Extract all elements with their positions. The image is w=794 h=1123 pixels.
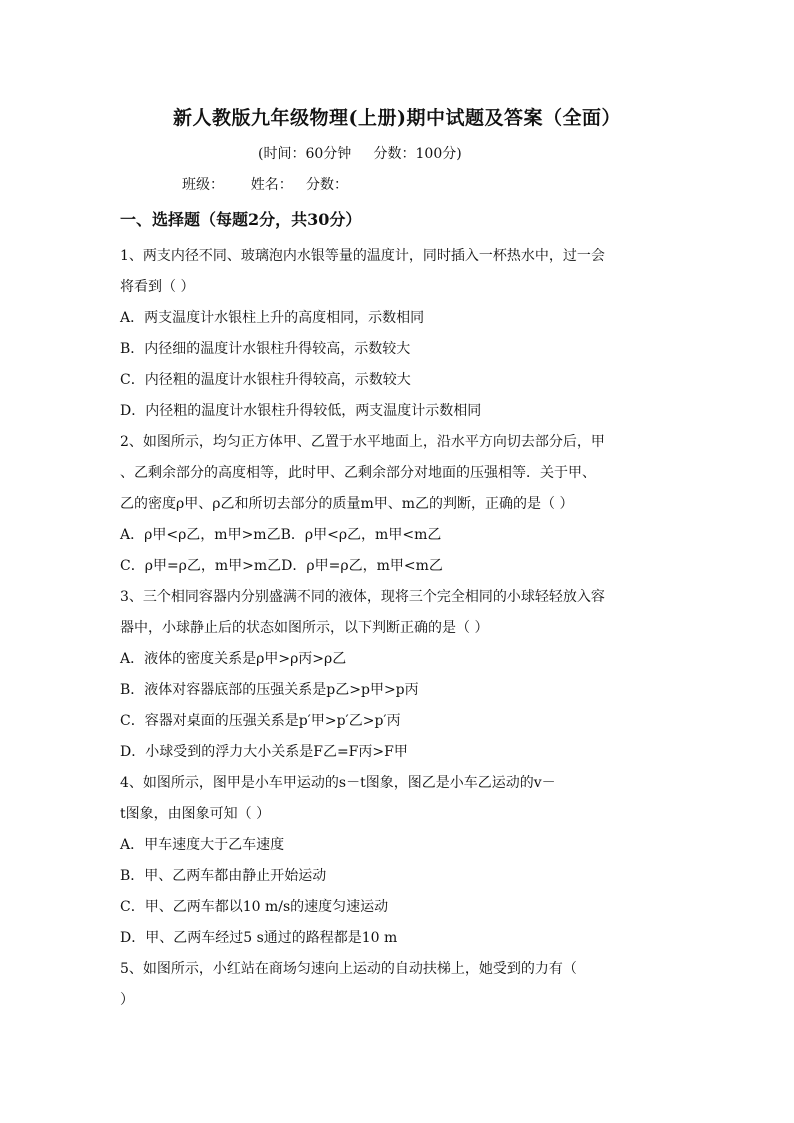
question-stem-line: 1、两支内径不同、玻璃泡内水银等量的温度计，同时插入一杯热水中，过一会	[120, 248, 605, 264]
option-b: B．甲、乙两车都由静止开始运动	[120, 868, 327, 884]
question-5	[120, 954, 680, 1016]
question-4	[120, 768, 680, 954]
option-b: B．内径细的温度计水银柱升得较高，示数较大	[120, 341, 411, 357]
option-a: A．甲车速度大于乙车速度	[120, 837, 285, 853]
questions-list	[120, 241, 680, 1016]
option-a: A．液体的密度关系是ρ甲>ρ丙>ρ乙	[120, 651, 347, 667]
option-b: B．液体对容器底部的压强关系是p乙>p甲>p丙	[120, 682, 419, 698]
question-stem-line: 器中，小球静止后的状态如图所示，以下判断正确的是（ ）	[120, 620, 489, 636]
section-title: 一、选择题（每题2分，共30分）	[120, 210, 362, 229]
question-stem-line: 2、如图所示，均匀正方体甲、乙置于水平地面上，沿水平方向切去部分后，甲	[120, 434, 605, 450]
question-stem-line: 将看到（ ）	[120, 279, 195, 295]
option-ab: A．ρ甲<ρ乙，m甲>m乙B．ρ甲<ρ乙，m甲<m乙	[120, 527, 442, 543]
option-d: D．甲、乙两车经过5 s通过的路程都是10 m	[120, 930, 398, 946]
document-title: 新人教版九年级物理(上册)期中试题及答案（全面）	[173, 107, 621, 129]
question-3	[120, 582, 680, 768]
option-a: A．两支温度计水银柱上升的高度相同，示数相同	[120, 310, 425, 326]
question-stem-line: 、乙剩余部分的高度相等，此时甲、乙剩余部分对地面的压强相等．关于甲、	[120, 465, 596, 481]
student-info-line: 班级： 姓名： 分数：	[182, 177, 349, 193]
question-stem-line: t图象，由图象可知（ ）	[120, 806, 271, 822]
question-stem-line: 5、如图所示，小红站在商场匀速向上运动的自动扶梯上，她受到的力有（	[120, 961, 577, 977]
exam-time-score: (时间：60分钟 分数：100分)	[258, 146, 462, 162]
option-cd: C．ρ甲=ρ乙，m甲>m乙D．ρ甲=ρ乙，m甲<m乙	[120, 558, 443, 574]
question-stem-line: 4、如图所示，图甲是小车甲运动的s－t图象，图乙是小车乙运动的v－	[120, 775, 556, 791]
option-d: D．小球受到的浮力大小关系是F乙=F丙>F甲	[120, 744, 408, 760]
question-stem-line: 3、三个相同容器内分别盛满不同的液体，现将三个完全相同的小球轻轻放入容	[120, 589, 605, 605]
question-1	[120, 241, 680, 427]
option-c: C．甲、乙两车都以10 m/s的速度匀速运动	[120, 899, 389, 915]
question-stem-line: 乙的密度ρ甲、ρ乙和所切去部分的质量m甲、m乙的判断，正确的是（ ）	[120, 496, 574, 512]
question-2	[120, 427, 680, 582]
option-d: D．内径粗的温度计水银柱升得较低，两支温度计示数相同	[120, 403, 482, 419]
option-c: C．容器对桌面的压强关系是p′甲>p′乙>p′丙	[120, 713, 401, 729]
question-stem-line: ）	[120, 992, 134, 1008]
option-c: C．内径粗的温度计水银柱升得较高，示数较大	[120, 372, 411, 388]
